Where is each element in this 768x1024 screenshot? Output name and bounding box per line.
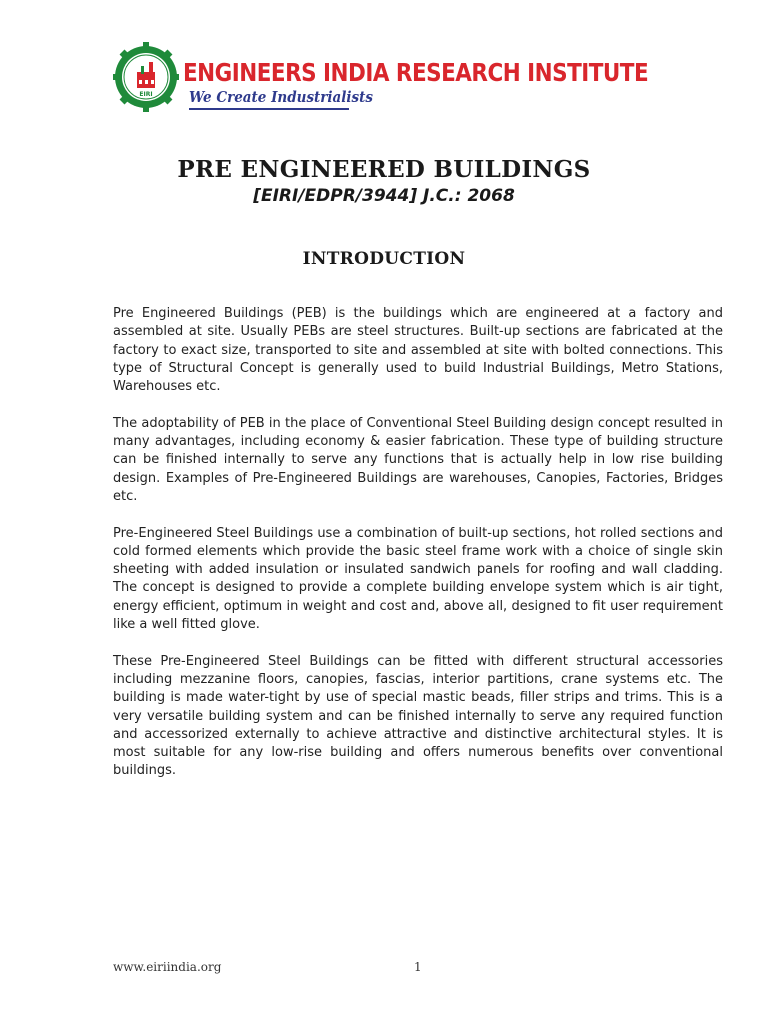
document-title: PRE ENGINEERED BUILDINGS: [177, 156, 591, 183]
organization-name: ENGINEERS INDIA RESEARCH INSTITUTE: [183, 58, 649, 87]
document-reference: [EIRI/EDPR/3944] J.C.: 2068: [253, 186, 515, 206]
footer-page-number: 1: [414, 960, 422, 974]
section-heading: INTRODUCTION: [302, 249, 466, 269]
footer-website-link[interactable]: www.eiriindia.org: [113, 960, 222, 974]
paragraph-4: These Pre-Engineered Steel Buildings can be fitted with different structural accessories including mezzanine floors, canopies, fascias, interior partitions, crane systems etc. The building is made water-tight by use of special mastic beads, filler strips and trims. This is a very versatile building system and can be finished internally to serve any required function and accessorized externally to achieve attractive and distinctive architectural styles. It is most suitable for any low-rise building and offers numerous benefits over conventional buildings.: [113, 653, 723, 779]
paragraph-2: The adoptability of PEB in the place of Conventional Steel Building design concept resulted in many advantages, including economy & easier fabrication. These type of building structure can be finished internally to serve any functions that is actually help in low rise building design. Examples of Pre-Engineered Buildings are warehouses, Canopies, Factories, Bridges etc.: [113, 415, 723, 504]
paragraph-3: Pre-Engineered Steel Buildings use a combination of built-up sections, hot rolled sections and cold formed elements which provide the basic steel frame work with a choice of single skin sheeting with added insulation or insulated sandwich panels for roofing and wall cladding. The concept is designed to provide a complete building envelope system which is air tight, energy efficient, optimum in weight and cost and, above all, designed to fit user requirement like a well fitted glove.: [113, 525, 723, 633]
paragraph-1: Pre Engineered Buildings (PEB) is the buildings which are engineered at a factory and assembled at site. Usually PEBs are steel structures. Built-up sections are fabricated at the factory to exact size, transported to site and assembled at site with bolted connections. This type of Structural Concept is generally used to build Industrial Buildings, Metro Stations, Warehouses etc.: [113, 306, 723, 395]
tagline-underline: [189, 108, 349, 110]
eiri-seal-logo: [113, 42, 179, 112]
organization-tagline: We Create Industrialists: [189, 88, 373, 106]
body-text: [113, 305, 723, 799]
header-logo: [113, 42, 649, 122]
seal-text: EIRI: [139, 91, 153, 98]
